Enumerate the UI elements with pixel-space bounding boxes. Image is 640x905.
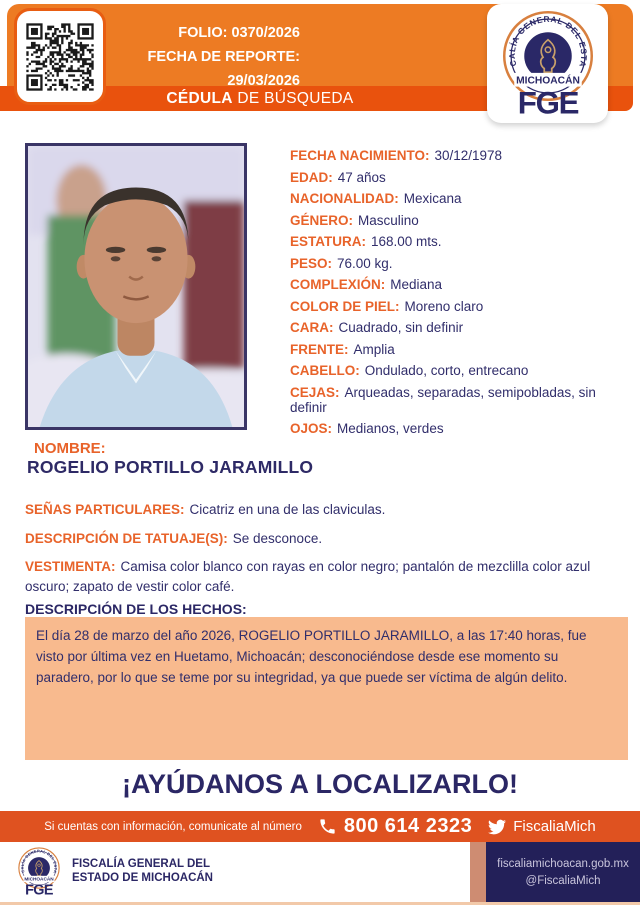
detail-label: ESTATURA: — [290, 234, 366, 249]
hechos-box — [25, 617, 628, 760]
twitter-handle: FiscaliaMich — [513, 818, 596, 835]
detail-label: FRENTE: — [290, 341, 349, 357]
report-date: FECHA DE REPORTE: 29/03/2026 — [147, 49, 300, 89]
detail-row — [290, 148, 620, 163]
detail-row — [290, 421, 620, 436]
detail-label: NACIONALIDAD: — [290, 191, 399, 206]
detail-row — [290, 277, 620, 292]
footer-fge-seal — [16, 845, 62, 898]
section-label: VESTIMENTA: — [25, 559, 116, 574]
detail-value: Medianos, verdes — [337, 421, 444, 436]
phone-number: 800 614 2323 — [343, 815, 473, 837]
detail-label: GÉNERO: — [290, 212, 354, 228]
detail-value: Mediana — [390, 277, 443, 292]
folio: FOLIO: 0370/2026 — [178, 25, 300, 41]
contact-bar — [0, 811, 640, 842]
phone-icon — [318, 817, 337, 836]
fge-logo — [498, 6, 598, 121]
twitter-icon — [488, 818, 506, 836]
detail-value: Arqueadas, separadas, semipobladas, sin definir — [290, 384, 596, 415]
cta-headline: ¡AYÚDANOS A LOCALIZARLO! — [122, 769, 518, 799]
detail-value: Amplia — [353, 341, 395, 357]
detail-row — [290, 170, 620, 185]
section-label: DESCRIPCIÓN DE TATUAJE(S): — [25, 531, 228, 546]
detail-row — [290, 191, 620, 206]
detail-value: Ondulado, corto, entrecano — [364, 363, 529, 378]
detail-label: FECHA NACIMIENTO: — [290, 148, 430, 163]
detail-label: CARA: — [290, 320, 334, 335]
footer-org-name — [72, 857, 213, 885]
detail-row — [290, 299, 620, 314]
detail-label: COLOR DE PIEL: — [290, 298, 400, 314]
detail-value: 76.00 kg. — [337, 255, 393, 271]
detail-row — [290, 320, 620, 335]
banner-title-bold: CÉDULA — [166, 90, 233, 107]
qr-code-icon — [14, 8, 106, 105]
missing-person-photo — [25, 143, 247, 430]
detail-value: Moreno claro — [404, 298, 484, 314]
footer-links-panel — [486, 842, 640, 902]
person-details-list — [290, 148, 620, 443]
twitter-block — [488, 818, 596, 836]
section-value: Camisa color blanco con rayas en color negro; pantalón de mezclilla color azul oscuro; zapato de vestir color café. — [25, 559, 591, 594]
footer-org-line1: FISCALÍA GENERAL DEL — [72, 858, 211, 870]
detail-label: OJOS: — [290, 421, 333, 436]
section-tatuajes — [25, 529, 629, 549]
section-senas-particulares — [25, 500, 629, 520]
detail-label: COMPLEXIÓN: — [290, 277, 386, 292]
name-label: NOMBRE: — [34, 440, 106, 457]
section-value: Cicatriz en una de las claviculas. — [189, 502, 386, 517]
phone-block — [318, 815, 472, 838]
detail-value: 47 años — [337, 169, 386, 185]
hechos-text: El día 28 de marzo del año 2026, ROGELIO PORTILLO JARAMILLO, a las 17:40 horas, fue visto por última vez en Huetamo, Michoacán; desconociéndose desde ese momento su paradero, por lo que se teme por su integridad, ya que puede ser víctima de algún delito. — [36, 628, 587, 685]
detail-row — [290, 385, 620, 415]
detail-row — [290, 363, 620, 378]
footer-accent-strip — [470, 842, 486, 902]
detail-row — [290, 342, 620, 357]
section-label: SEÑAS PARTICULARES: — [25, 502, 185, 517]
detail-row — [290, 234, 620, 249]
section-vestimenta — [25, 557, 629, 597]
detail-value: Mexicana — [403, 191, 462, 206]
section-value: Se desconoce. — [232, 531, 323, 546]
footer-org-line2: ESTADO DE MICHOACÁN — [72, 872, 213, 884]
contact-prompt: Si cuentas con información, comunicate al número — [44, 820, 302, 833]
banner-title-rest: DE BÚSQUEDA — [232, 90, 354, 107]
hechos-label: DESCRIPCIÓN DE LOS HECHOS: — [25, 601, 247, 617]
detail-label: CEJAS: — [290, 384, 340, 400]
qr-code-graphic — [24, 21, 96, 93]
footer-website: fiscaliamichoacan.gob.mx — [497, 857, 629, 870]
footer-twitter: @FiscaliaMich — [525, 874, 601, 887]
detail-value: 30/12/1978 — [434, 148, 503, 163]
detail-row — [290, 256, 620, 271]
detail-label: EDAD: — [290, 169, 333, 185]
fge-logo-panel — [487, 4, 608, 123]
detail-label: CABELLO: — [290, 363, 360, 378]
detail-value: Masculino — [358, 212, 419, 228]
person-name: ROGELIO PORTILLO JARAMILLO — [27, 457, 314, 477]
detail-value: 168.00 mts. — [371, 234, 442, 249]
detail-value: Cuadrado, sin definir — [338, 320, 464, 335]
header-folio-block — [100, 21, 300, 93]
detail-row — [290, 213, 620, 228]
detail-label: PESO: — [290, 255, 333, 271]
